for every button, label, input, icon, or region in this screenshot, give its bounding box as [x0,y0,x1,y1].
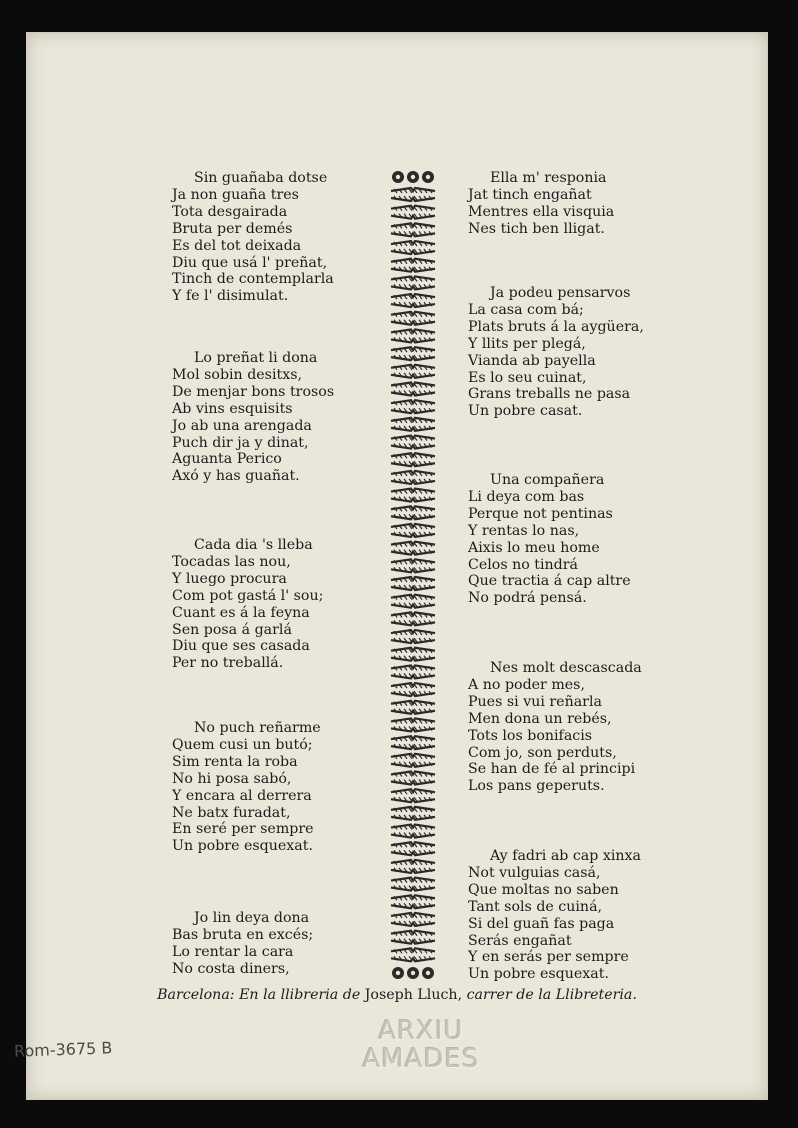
imprint-printer: Joseph Lluch, [364,987,463,1003]
verse-line: Ay fadri ab cap xinxa [490,848,641,864]
verse-line: Y rentas lo nas, [468,522,580,539]
verse-line: Que tractia á cap altre [468,573,631,590]
verse-line: Y llits per plegá, [468,335,586,352]
broadside-sheet [26,32,768,1100]
ornament-band [391,772,435,785]
verse-line: Sin guañaba dotse [194,170,328,186]
verse-line: Un pobre esquexat. [468,966,609,983]
stanza [468,472,631,607]
ornament-band [391,665,435,678]
verse-line: Y en serás per sempre [468,949,629,966]
imprint-text-2: carrer de la Llibreteria. [466,987,637,1003]
verse-line: Si del guañ fas paga [468,915,615,932]
verse-line: Es lo seu cuinat, [468,369,587,386]
verse-line: Ella m' responia [490,170,607,186]
verse-line: Mol sobin desitxs, [172,366,302,383]
ornament-band [391,418,435,431]
ornament-band [391,612,435,625]
ornament-band [391,223,435,236]
verse-line: Y encara al derrera [172,787,312,804]
stanza [172,537,323,672]
verse-line: Aguanta Perico [172,451,282,468]
verse-line: Tant sols de cuiná, [468,898,603,915]
ornament-band [391,718,435,731]
verse-line: No puch reñarme [194,720,321,736]
ornament-rosettes-bottom [392,967,434,979]
verse-line: Plats bruts á la aygüera, [468,318,644,335]
ornament-band [391,701,435,714]
verse-line: Tocadas las nou, [172,553,291,570]
ornament-band [391,860,435,873]
verse-line: Grans treballs ne pasa [468,386,631,403]
ornament-band [391,294,435,307]
verse-line: Men dona un rebés, [468,710,612,727]
verse-line: Que moltas no saben [468,881,619,898]
ornament-band [391,524,435,537]
verse-line: Cada dia 's lleba [194,537,313,553]
verse-line: Ja podeu pensarvos [490,285,631,301]
stamp-line-1: ARXIU [378,1016,464,1046]
verse-line: Tots los bonifacis [468,727,593,744]
verse-line: Puch dir ja y dinat, [172,434,309,451]
ornament-band [391,878,435,891]
verse-line: La casa com bá; [468,301,584,318]
verse-line: Diu que ses casada [172,638,310,655]
ornament-band [391,807,435,820]
ornament-band [391,312,435,325]
verse-line: Per no treballá. [172,655,284,672]
verse-line: Se han de fé al principi [468,761,636,778]
verse-line: Una compañera [490,472,605,488]
stanza [172,170,334,305]
ornament-band [391,365,435,378]
verse-line: Un pobre casat. [468,403,583,420]
verse-line: Lo rentar la cara [172,943,294,960]
verse-line: Y luego procura [172,570,287,587]
shelfmark-annotation: Rom-3675 B [13,1038,113,1061]
verse-line: Sim renta la roba [172,753,298,770]
ornament-band [391,842,435,855]
verse-line: No hi posa sabó, [172,770,292,787]
stanza [172,720,321,855]
ornament-band [391,259,435,272]
verse-line: No costa diners, [172,960,290,977]
ornament-band [391,453,435,466]
ornament-band [391,471,435,484]
archive-stamp [361,1017,481,1079]
verse-line: Axó y has guañat. [172,468,300,485]
verse-line: No podrá pensá. [468,590,587,607]
ornament-band [391,648,435,661]
ornament-band [391,789,435,802]
verse-line: Mentres ella visquia [468,203,615,220]
ornament-band [391,383,435,396]
verse-line: Ne batx furadat, [172,804,291,821]
ornament-band [391,754,435,767]
verse-line: Jo ab una arengada [172,417,312,434]
verse-line: Tinch de contemplarla [172,271,334,288]
verse-line: Es del tot deixada [172,237,302,254]
verse-line: Ab vins esquisits [172,400,293,417]
ornament-band [391,276,435,289]
verse-line: Aixis lo meu home [468,539,600,556]
verse-line: Sen posa á garlá [172,621,292,638]
ornament-band [391,400,435,413]
stanza [468,170,614,238]
verse-line: Un pobre esquexat. [172,838,313,855]
verse-line: Quem cusi un butó; [172,736,313,753]
verse-line: Vianda ab payella [468,352,596,369]
verse-line: Tota desgairada [172,203,288,220]
verse-line: Jo lin deya dona [194,910,310,926]
ornament-band [391,559,435,572]
verse-line: Celos no tindrá [468,556,579,573]
verse-line: De menjar bons trosos [172,383,335,400]
verse-line: Cuant es á la feyna [172,604,310,621]
ornament-band [391,188,435,201]
verse-line: Perque not pentinas [468,505,613,522]
stanza [468,285,644,420]
verse-line: Com pot gastá l' sou; [172,587,324,604]
verse-line: Li deya com bas [468,488,585,505]
ornament-band [391,630,435,643]
verse-line: Los pans geperuts. [468,778,605,795]
verse-line: Pues si vui reñarla [468,693,602,710]
verse-line: Diu que usá l' preñat, [172,254,328,271]
verse-line: En seré per sempre [172,821,314,838]
verse-line: A no poder mes, [468,676,585,693]
stanza [468,848,641,983]
imprint-text-1: En la llibreria de [239,987,361,1003]
verse-line: Lo preñat li dona [194,350,318,366]
verse-line: Com jo, son perduts, [468,744,617,761]
ornament-band [391,595,435,608]
stanza [172,910,313,978]
verse-line: Nes tich ben lligat. [468,220,605,237]
ornament-band [391,542,435,555]
ornament-band [391,436,435,449]
verse-line: Bas bruta en excés; [172,926,314,943]
verse-line: Serás engañat [468,932,572,949]
ornament-band [391,206,435,219]
ornamental-divider [389,169,437,981]
ornament-band [391,948,435,961]
verse-line: Nes molt descascada [490,660,642,676]
ornament-band [391,347,435,360]
ornament-band [391,931,435,944]
imprint-city: Barcelona: [157,987,235,1003]
verse-line: Y fe l' disimulat. [172,288,289,305]
imprint-footer [26,987,768,1003]
verse-line: Ja non guaña tres [172,186,299,203]
ornament-band [391,825,435,838]
ornament-band [391,489,435,502]
verse-line: Bruta per demés [172,220,293,237]
ornament-band [391,241,435,254]
stanza [468,660,642,795]
ornament-band [391,577,435,590]
stamp-line-2: AMADES [362,1044,480,1074]
ornament-rosettes-top [392,171,434,183]
verse-line: Not vulguias casá, [468,864,601,881]
ornament-band [391,895,435,908]
ornament-band [391,506,435,519]
ornament-band [391,683,435,696]
ornament-band [391,736,435,749]
verse-line: Jat tinch engañat [468,186,592,203]
ornament-band [391,913,435,926]
ornament-band [391,329,435,342]
stanza [172,350,334,485]
